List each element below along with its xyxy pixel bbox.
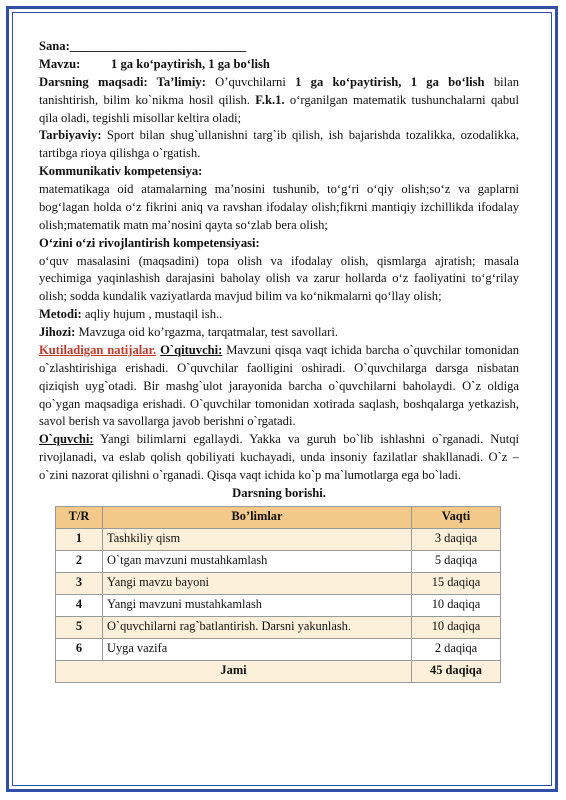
student-outcomes: O`quvchi: Yangi bilimlarni egallaydi. Yakka va guruh bo`lib ishlashni o`rganadi. Nutqi rivojlanadi, va eslab qolish qobiliyati kuchayadi, unda insoniy fazilatlar shakllanadi. O`z – o`zini nazorat qilishni o`rganadi. Qisqa vaqt ichida ko`p ma`lumotlarga ega bo`ladi. [39, 432, 519, 482]
self-development-text: o‘quv masalasini (maqsadini) topa olish va ifodalay olish, qismlarga ajratish; masala yechimiga yaqinlashish darajasini baholay olish va zarur hollarda o‘z faoliyatini to‘g‘rilay olish; sodda kundalik vaziyatlarda mavjud bilim va ko‘nikmalarni qo‘llay olish; [39, 253, 519, 304]
table-row: 6 Uyga vazifa 2 daqiqa [56, 638, 501, 660]
total-time: 45 daqiqa [412, 660, 501, 682]
lesson-flow-table [55, 506, 501, 683]
topic-line [39, 56, 519, 74]
table-row: 2 O`tgan mavzuni mustahkamlash 5 daqiqa [56, 550, 501, 572]
lesson-plan [39, 38, 519, 683]
table-row: 4 Yangi mavzuni mustahkamlash 10 daqiqa [56, 594, 501, 616]
topic-label: Mavzu: [39, 56, 81, 71]
header-sections: Bo’limlar [103, 506, 412, 528]
self-development-heading: O‘zini o‘zi rivojlantirish kompetensiyasi: [39, 235, 260, 250]
table-row: 1 Tashkiliy qism 3 daqiqa [56, 528, 501, 550]
communicative-heading: Kommunikativ kompetensiya: [39, 164, 203, 179]
communicative-text: matematikaga oid atamalarning ma’nosini tushunib, to‘g‘ri o‘qiy olish;so‘z va gaplarni bog‘lagan holda o‘z fikrini aniq va ravshan ifodalay olish;fikrni mantiqiy izchillikda ifodalay olish;matematik matn ma’nosini qayta so‘zlab bera olish; [39, 182, 519, 232]
lesson-goal: Darsning maqsadi: Ta’limiy: O’quvchilarni 1 ga ko‘paytirish, 1 ga bo‘lish bilan tanishtirish, bilim ko`nikma hosil qilish. F.k.1. o‘rganilgan matematik tushunchalarni qabul qila oladi, tegishli misollar keltira oladi; [39, 74, 519, 125]
header-num: T/R [56, 506, 103, 528]
date-line: Sana:____________________________ [39, 39, 247, 53]
total-label: Jami [56, 660, 412, 682]
methods-line: Metodi: aqliy hujum , mustaqil ish.. [39, 307, 223, 322]
topic-value: 1 ga ko‘paytirish, 1 ga bo‘lish [111, 56, 270, 71]
equipment-line: Jihozi: Mavzuga oid ko’rgazma, tarqatmalar, test savollari. [39, 325, 338, 339]
expected-results-label: Kutiladigan natijalar. [39, 342, 157, 357]
table-header-row [56, 506, 501, 528]
lesson-flow-title: Darsning borishi. [232, 485, 326, 500]
table-row: 5 O`quvchilarni rag`batlantirish. Darsni yakunlash. 10 daqiqa [56, 616, 501, 638]
upbringing-goal: Tarbiyaviy: Sport bilan shug`ullanishni targ`ib qilish, ish bajarishda tozalikka, ozodalikka, tartibga rioya qilishga o`rgatish. [39, 128, 519, 161]
header-time: Vaqti [412, 506, 501, 528]
table-row: 3 Yangi mavzu bayoni 15 daqiqa [56, 572, 501, 594]
table-total-row [56, 660, 501, 682]
teacher-outcomes: Kutiladigan natijalar. O`qituvchi: Mavzuni qisqa vaqt ichida barcha o`quvchilar tomonidan o`zlashtirishiga erishadi. O`quvchilar faolligini oshiradi. O`quvchilarga darsga nisbatan qiziqish uyg`otadi. Bir mashg`ulot jarayonida barcha o`quvchilarni baholaydi. O`z oldiga qo`ygan maqsadiga erishadi. O`quvchilar tomonidan xotirada saqlash, boshqalarga yetkazish, savol berish va savollarga javob berishni o`rgatadi. [39, 342, 520, 429]
